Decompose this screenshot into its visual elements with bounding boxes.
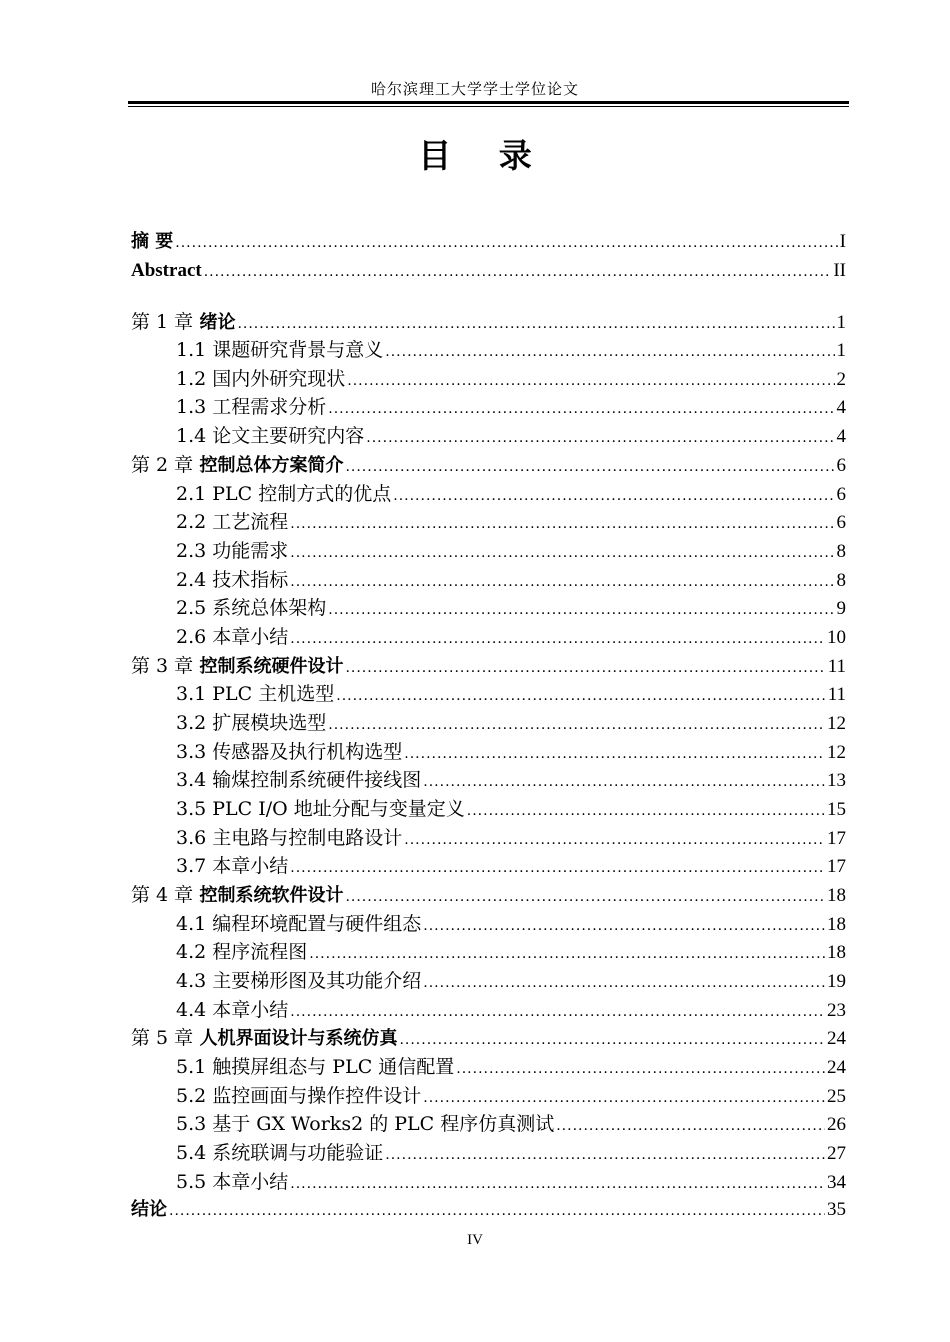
toc-page-number: 11 xyxy=(827,684,846,705)
header-rule-thick xyxy=(128,101,849,104)
toc-page-number: 1 xyxy=(836,312,846,333)
toc-entry-label xyxy=(131,451,343,480)
toc-entry-label xyxy=(131,881,343,910)
toc-entry-label: 2.1 PLC 控制方式的优点 xyxy=(176,483,392,505)
toc-page-number: 25 xyxy=(827,1086,846,1107)
toc-dot-leader xyxy=(345,883,825,911)
toc-entry[interactable] xyxy=(131,1196,846,1224)
toc-entry-label: 结论 xyxy=(131,1199,167,1220)
toc-entry[interactable] xyxy=(131,1053,846,1081)
toc-dot-leader xyxy=(423,912,825,940)
toc-entry-label: 5.2 监控画面与操作控件设计 xyxy=(176,1085,422,1107)
toc-dot-leader xyxy=(204,258,832,286)
toc-entry[interactable] xyxy=(131,228,846,256)
toc-page-number: 4 xyxy=(836,397,846,418)
toc-dot-leader xyxy=(290,510,834,538)
toc-page-number: 6 xyxy=(836,484,846,505)
toc-dot-leader xyxy=(290,998,825,1026)
toc-chapter-title: 控制总体方案简介 xyxy=(199,455,344,476)
toc-entry-label xyxy=(131,652,343,681)
toc-entry[interactable] xyxy=(131,652,846,680)
toc-chapter-title: 绪论 xyxy=(199,312,236,333)
toc-page-number: 26 xyxy=(827,1114,846,1135)
toc-chapter-title: 控制系统软件设计 xyxy=(199,885,344,906)
toc-dot-leader xyxy=(237,310,834,338)
toc-entry-label: 4.1 编程环境配置与硬件组态 xyxy=(176,913,422,935)
toc-entry-label: 3.1 PLC 主机选型 xyxy=(176,683,335,705)
toc-page-number: 27 xyxy=(827,1143,846,1164)
toc-entry[interactable] xyxy=(131,967,846,995)
toc-entry[interactable] xyxy=(131,766,846,794)
toc-entry-label: 3.6 主电路与控制电路设计 xyxy=(176,827,403,849)
toc-entry-label: 3.5 PLC I/O 地址分配与变量定义 xyxy=(176,798,465,820)
toc-page-number: 8 xyxy=(836,570,846,591)
toc-entry[interactable] xyxy=(131,257,846,285)
toc-dot-leader xyxy=(347,367,834,395)
toc-chapter-number: 第 5 章 xyxy=(131,1027,194,1049)
toc-dot-leader xyxy=(399,1026,825,1054)
toc-entry-label: 2.6 本章小结 xyxy=(176,626,289,648)
toc-chapter-title: 控制系统硬件设计 xyxy=(199,656,344,677)
toc-entry-label: 2.5 系统总体架构 xyxy=(176,597,327,619)
toc-chapter-title: 人机界面设计与系统仿真 xyxy=(199,1028,398,1049)
toc-dot-leader xyxy=(345,654,825,682)
toc-page-number: 18 xyxy=(827,914,846,935)
toc-entry-label: 3.2 扩展模块选型 xyxy=(176,712,327,734)
toc-page-number: 35 xyxy=(827,1199,846,1220)
toc-entry-label: 1.4 论文主要研究内容 xyxy=(176,425,365,447)
toc-page-number: 10 xyxy=(827,627,846,648)
toc-dot-leader xyxy=(328,395,834,423)
toc-dot-leader xyxy=(169,1197,825,1225)
toc-entry[interactable] xyxy=(131,336,846,364)
toc-entry-label: 摘 要 xyxy=(131,231,174,252)
toc-entry[interactable] xyxy=(131,938,846,966)
toc-entry-label: 1.2 国内外研究现状 xyxy=(176,368,346,390)
toc-dot-leader xyxy=(423,1084,825,1112)
toc-dot-leader xyxy=(385,1141,825,1169)
toc-entry-label: 5.3 基于 GX Works2 的 PLC 程序仿真测试 xyxy=(176,1113,555,1135)
toc-entry-label: Abstract xyxy=(131,260,202,281)
toc-entry[interactable] xyxy=(131,1024,846,1052)
toc-page-number: 11 xyxy=(827,656,846,677)
toc-entry-label: 1.3 工程需求分析 xyxy=(176,396,327,418)
toc-dot-leader xyxy=(385,338,834,366)
toc-dot-leader xyxy=(290,625,825,653)
toc-page-number: 18 xyxy=(827,885,846,906)
toc-page-number: 24 xyxy=(827,1057,846,1078)
toc-entry[interactable] xyxy=(131,795,846,823)
toc-entry-label: 3.3 传感器及执行机构选型 xyxy=(176,741,403,763)
toc-dot-leader xyxy=(290,568,834,596)
toc-entry-label: 3.4 输煤控制系统硬件接线图 xyxy=(176,769,422,791)
toc-entry[interactable] xyxy=(131,393,846,421)
toc-chapter-number: 第 3 章 xyxy=(131,655,194,677)
toc-dot-leader xyxy=(290,1170,825,1198)
page-title: 目 录 xyxy=(418,136,550,175)
toc-page-number: 34 xyxy=(827,1172,846,1193)
toc-entry[interactable] xyxy=(131,594,846,622)
toc-dot-leader xyxy=(328,596,834,624)
toc-entry[interactable] xyxy=(131,852,846,880)
toc-page-number: 12 xyxy=(827,742,846,763)
toc-page-number: 6 xyxy=(836,455,846,476)
toc-page-number: 19 xyxy=(827,971,846,992)
toc-dot-leader xyxy=(467,797,825,825)
toc-entry-label: 2.4 技术指标 xyxy=(176,569,289,591)
toc-page-number: 17 xyxy=(827,828,846,849)
toc-entry[interactable] xyxy=(131,1082,846,1110)
toc-entry[interactable] xyxy=(131,566,846,594)
toc-entry-label xyxy=(131,308,235,337)
page-header-title: 哈尔滨理工大学学士学位论文 xyxy=(370,80,579,98)
toc-dot-leader xyxy=(175,229,837,257)
toc-dot-leader xyxy=(404,740,825,768)
toc-entry[interactable] xyxy=(131,709,846,737)
toc-dot-leader xyxy=(309,940,825,968)
toc-dot-leader xyxy=(404,826,825,854)
toc-page-number: 17 xyxy=(827,856,846,877)
toc-entry-label: 4.2 程序流程图 xyxy=(176,941,308,963)
toc-chapter-number: 第 1 章 xyxy=(131,311,194,333)
toc-page-number: 6 xyxy=(836,512,846,533)
footer-page-number: IV xyxy=(467,1232,483,1248)
toc-dot-leader xyxy=(290,854,825,882)
toc-entry[interactable] xyxy=(131,537,846,565)
toc-entry-label xyxy=(131,1024,397,1053)
toc-chapter-number: 第 4 章 xyxy=(131,884,194,906)
toc-page-number: 8 xyxy=(836,541,846,562)
toc-dot-leader xyxy=(423,969,825,997)
toc-entry[interactable] xyxy=(131,508,846,536)
toc-page-number: 12 xyxy=(827,713,846,734)
toc-chapter-number: 第 2 章 xyxy=(131,454,194,476)
toc-entry[interactable] xyxy=(131,1110,846,1138)
toc-entry[interactable] xyxy=(131,738,846,766)
toc-entry[interactable] xyxy=(131,422,846,450)
toc-dot-leader xyxy=(345,453,834,481)
toc-page-number: 13 xyxy=(827,770,846,791)
toc-dot-leader xyxy=(328,711,825,739)
toc-dot-leader xyxy=(393,482,834,510)
toc-page-number: 9 xyxy=(836,598,846,619)
toc-dot-leader xyxy=(336,682,825,710)
toc-page-number: 2 xyxy=(836,369,846,390)
toc-entry-label: 5.1 触摸屏组态与 PLC 通信配置 xyxy=(176,1056,455,1078)
toc-page-number: 15 xyxy=(827,799,846,820)
toc-entry-label: 5.4 系统联调与功能验证 xyxy=(176,1142,384,1164)
toc-page-number: 24 xyxy=(827,1028,846,1049)
toc-entry[interactable] xyxy=(131,1139,846,1167)
toc-entry[interactable] xyxy=(131,480,846,508)
toc-entry[interactable] xyxy=(131,623,846,651)
toc-entry[interactable] xyxy=(131,308,846,336)
toc-dot-leader xyxy=(366,424,834,452)
toc-entry-label: 2.2 工艺流程 xyxy=(176,511,289,533)
toc-entry[interactable] xyxy=(131,1168,846,1196)
toc-page-number: 18 xyxy=(827,942,846,963)
toc-entry-label: 4.3 主要梯形图及其功能介绍 xyxy=(176,970,422,992)
toc-entry[interactable] xyxy=(131,824,846,852)
toc-dot-leader xyxy=(456,1055,825,1083)
toc-dot-leader xyxy=(290,539,834,567)
toc-dot-leader xyxy=(423,768,825,796)
toc-dot-leader xyxy=(556,1112,825,1140)
toc-page-number: II xyxy=(833,260,846,281)
toc-page-number: 4 xyxy=(836,426,846,447)
toc-page-number: 1 xyxy=(836,340,846,361)
toc-entry-label: 1.1 课题研究背景与意义 xyxy=(176,339,384,361)
toc-entry-label: 4.4 本章小结 xyxy=(176,999,289,1021)
toc-entry-label: 5.5 本章小结 xyxy=(176,1171,289,1193)
toc-entry[interactable] xyxy=(131,680,846,708)
toc-entry[interactable] xyxy=(131,996,846,1024)
toc-entry[interactable] xyxy=(131,451,846,479)
toc-page-number: 23 xyxy=(827,1000,846,1021)
toc-entry-label: 3.7 本章小结 xyxy=(176,855,289,877)
toc-entry[interactable] xyxy=(131,910,846,938)
toc-page-number: I xyxy=(839,231,846,252)
toc-entry[interactable] xyxy=(131,365,846,393)
toc-entry-label: 2.3 功能需求 xyxy=(176,540,289,562)
header-rule-thin xyxy=(128,106,849,107)
toc-entry[interactable] xyxy=(131,881,846,909)
